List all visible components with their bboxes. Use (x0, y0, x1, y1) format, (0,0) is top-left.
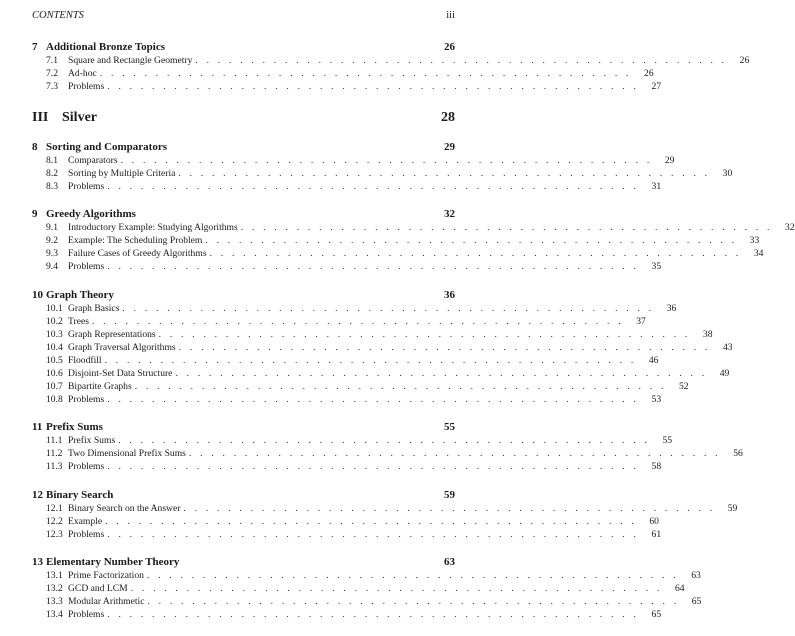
section-page-number: 26 (644, 68, 654, 79)
toc-entry[interactable] (32, 80, 662, 93)
section-page-number: 35 (651, 261, 662, 272)
header-section-title: CONTENTS (32, 10, 84, 21)
chapter-number: 7 (32, 41, 38, 53)
section-number: 12.1 (46, 502, 63, 514)
chapter-title: Greedy Algorithms (46, 208, 136, 220)
chapter-heading[interactable] (32, 420, 455, 434)
chapter-number: 9 (32, 208, 38, 220)
section-number: 10.8 (46, 393, 63, 405)
chapter-number: 12 (32, 488, 43, 501)
section-number: 7.2 (46, 68, 58, 79)
section-number: 10.3 (46, 328, 63, 340)
chapter-heading[interactable] (32, 207, 455, 221)
section-page-number: 60 (649, 515, 659, 527)
chapter-title: Prefix Sums (46, 421, 103, 433)
section-title: Failure Cases of Greedy Algorithms (68, 248, 207, 259)
section-page-number: 59 (727, 502, 738, 514)
chapter-heading[interactable] (32, 555, 455, 569)
section-number: 13.4 (46, 609, 63, 620)
toc-entry[interactable] (32, 221, 795, 234)
running-header (32, 10, 455, 24)
toc-entry[interactable] (32, 569, 701, 582)
toc-entry[interactable] (32, 608, 662, 621)
section-page-number: 26 (739, 55, 750, 66)
section-title: Example: The Scheduling Problem (68, 235, 203, 246)
section-page-number: 65 (691, 596, 702, 607)
chapter-heading[interactable] (32, 488, 455, 502)
chapter-page-number: 36 (444, 288, 455, 301)
dot-leader: . . . . . . . . . . . . . . . . . . . . . . . . . . . . . . . . . . . . . . . . . . . . . . . . (158, 328, 691, 340)
section-title: Bipartite Graphs (68, 380, 132, 392)
section-number: 11.3 (46, 461, 63, 472)
section-page-number: 49 (719, 367, 730, 379)
dot-leader: . . . . . . . . . . . . . . . . . . . . . . . . . . . . . . . . . . . . . . . . . . . . . . . . (107, 81, 640, 92)
toc-entry[interactable] (32, 582, 685, 595)
section-number: 9.4 (46, 261, 58, 272)
part-title: Silver (62, 109, 97, 125)
chapter-title: Sorting and Comparators (46, 140, 168, 153)
section-title: Prime Factorization (68, 570, 144, 581)
dot-leader: . . . . . . . . . . . . . . . . . . . . . . . . . . . . . . . . . . . . . . . . . . . . . . . . (178, 167, 711, 179)
dot-leader: . . . . . . . . . . . . . . . . . . . . . . . . . . . . . . . . . . . . . . . . . . . . . . . . (205, 235, 738, 246)
dot-leader: . . . . . . . . . . . . . . . . . . . . . . . . . . . . . . . . . . . . . . . . . . . . . . . . (209, 248, 742, 259)
toc-entry[interactable] (32, 67, 654, 80)
toc-entry[interactable] (32, 460, 662, 473)
section-page-number: 64 (674, 583, 685, 594)
section-title: Trees (68, 315, 89, 327)
section-page-number: 29 (664, 154, 675, 166)
section-number: 9.2 (46, 235, 58, 246)
section-page-number: 27 (651, 81, 662, 92)
dot-leader: . . . . . . . . . . . . . . . . . . . . . . . . . . . . . . . . . . . . . . . . . . . . . . . . (175, 367, 708, 379)
toc-entry[interactable] (32, 502, 738, 515)
section-number: 13.1 (46, 570, 63, 581)
toc-entry[interactable] (32, 367, 730, 380)
toc-entry[interactable] (32, 315, 646, 328)
section-title: Graph Representations (68, 328, 156, 340)
section-page-number: 56 (733, 448, 743, 459)
section-title: Binary Search on the Answer (68, 502, 181, 514)
section-title: Square and Rectangle Geometry (68, 55, 193, 66)
section-page-number: 34 (753, 248, 764, 259)
dot-leader: . . . . . . . . . . . . . . . . . . . . . . . . . . . . . . . . . . . . . . . . . . . . . . . . (104, 354, 637, 366)
chapter-title: Additional Bronze Topics (46, 41, 165, 53)
dot-leader: . . . . . . . . . . . . . . . . . . . . . . . . . . . . . . . . . . . . . . . . . . . . . . . . (178, 341, 711, 353)
chapter-page-number: 55 (444, 421, 455, 433)
section-page-number: 63 (691, 570, 701, 581)
dot-leader: . . . . . . . . . . . . . . . . . . . . . . . . . . . . . . . . . . . . . . . . . . . . . . . . (130, 583, 663, 594)
section-page-number: 43 (722, 341, 733, 353)
toc-entry[interactable] (32, 54, 750, 67)
table-of-contents (32, 40, 795, 636)
section-number: 10.7 (46, 380, 63, 392)
section-page-number: 30 (722, 167, 733, 179)
chapter-number: 10 (32, 288, 43, 301)
toc-entry[interactable] (32, 515, 659, 528)
toc-entry[interactable] (32, 447, 743, 460)
section-page-number: 53 (651, 393, 662, 405)
dot-leader: . . . . . . . . . . . . . . . . . . . . . . . . . . . . . . . . . . . . . . . . . . . . . . . . (107, 609, 640, 620)
chapter-title: Elementary Number Theory (46, 556, 180, 568)
toc-chapter (32, 555, 702, 621)
section-number: 10.1 (46, 302, 63, 314)
section-page-number: 52 (678, 380, 689, 392)
section-title: Introductory Example: Studying Algorithms (68, 222, 238, 233)
section-title: Problems (68, 528, 105, 540)
dot-leader: . . . . . . . . . . . . . . . . . . . . . . . . . . . . . . . . . . . . . . . . . . . . . . . . (107, 461, 640, 472)
dot-leader: . . . . . . . . . . . . . . . . . . . . . . . . . . . . . . . . . . . . . . . . . . . . . . . . (183, 502, 716, 514)
section-title: Ad-hoc (68, 68, 97, 79)
section-number: 9.3 (46, 248, 58, 259)
dot-leader: . . . . . . . . . . . . . . . . . . . . . . . . . . . . . . . . . . . . . . . . . . . . . . . . (188, 448, 721, 459)
toc-entry[interactable] (32, 434, 673, 447)
toc-entry[interactable] (32, 393, 662, 406)
chapter-heading[interactable] (32, 40, 455, 54)
section-number: 10.4 (46, 341, 63, 353)
section-title: Comparators (68, 154, 118, 166)
section-title: Floodfill (68, 354, 102, 366)
dot-leader: . . . . . . . . . . . . . . . . . . . . . . . . . . . . . . . . . . . . . . . . . . . . . . . . (240, 222, 773, 233)
section-number: 8.1 (46, 154, 58, 166)
toc-entry[interactable] (32, 328, 713, 341)
section-page-number: 31 (651, 180, 662, 192)
section-number: 10.5 (46, 354, 63, 366)
dot-leader: . . . . . . . . . . . . . . . . . . . . . . . . . . . . . . . . . . . . . . . . . . . . . . . . (91, 315, 624, 327)
section-title: Problems (68, 180, 105, 192)
section-title: Problems (68, 461, 105, 472)
toc-entry[interactable] (32, 595, 702, 608)
section-number: 11.2 (46, 448, 63, 459)
section-title: Prefix Sums (68, 435, 116, 446)
chapter-heading[interactable] (32, 288, 455, 302)
toc-entry[interactable] (32, 247, 764, 260)
section-number: 10.2 (46, 315, 63, 327)
dot-leader: . . . . . . . . . . . . . . . . . . . . . . . . . . . . . . . . . . . . . . . . . . . . . . . . (134, 380, 667, 392)
toc-entry[interactable] (32, 167, 733, 180)
section-number: 12.3 (46, 528, 63, 540)
section-number: 10.6 (46, 367, 63, 379)
section-title: Graph Basics (68, 302, 120, 314)
toc-entry[interactable] (32, 354, 659, 367)
dot-leader: . . . . . . . . . . . . . . . . . . . . . . . . . . . . . . . . . . . . . . . . . . . . . . . . (99, 68, 632, 79)
toc-chapter (32, 207, 795, 273)
chapter-page-number: 29 (444, 140, 455, 153)
dot-leader: . . . . . . . . . . . . . . . . . . . . . . . . . . . . . . . . . . . . . . . . . . . . . . . . (107, 528, 640, 540)
part-page-number: 28 (441, 109, 455, 125)
toc-entry[interactable] (32, 380, 689, 393)
chapter-page-number: 26 (444, 41, 455, 53)
section-page-number: 65 (651, 609, 662, 620)
section-title: Sorting by Multiple Criteria (68, 167, 176, 179)
section-number: 8.3 (46, 180, 58, 192)
section-title: Disjoint-Set Data Structure (68, 367, 173, 379)
chapter-number: 8 (32, 140, 38, 153)
section-number: 7.3 (46, 81, 58, 92)
section-page-number: 46 (648, 354, 659, 366)
section-number: 13.3 (46, 596, 63, 607)
section-number: 9.1 (46, 222, 58, 233)
dot-leader: . . . . . . . . . . . . . . . . . . . . . . . . . . . . . . . . . . . . . . . . . . . . . . . . (195, 55, 728, 66)
section-title: Graph Traversal Algorithms (68, 341, 176, 353)
section-number: 8.2 (46, 167, 58, 179)
section-page-number: 38 (702, 328, 713, 340)
dot-leader: . . . . . . . . . . . . . . . . . . . . . . . . . . . . . . . . . . . . . . . . . . . . . . . . (146, 570, 679, 581)
header-page-number: iii (446, 10, 455, 21)
section-title: Two Dimensional Prefix Sums (68, 448, 186, 459)
toc-entry[interactable] (32, 180, 662, 193)
section-page-number: 32 (785, 222, 795, 233)
section-title: Problems (68, 261, 105, 272)
chapter-page-number: 32 (444, 208, 455, 220)
section-number: 12.2 (46, 515, 63, 527)
toc-entry[interactable] (32, 341, 733, 354)
section-number: 13.2 (46, 583, 63, 594)
section-page-number: 37 (636, 315, 646, 327)
chapter-page-number: 63 (444, 556, 455, 568)
section-title: Problems (68, 609, 105, 620)
section-page-number: 61 (651, 528, 662, 540)
dot-leader: . . . . . . . . . . . . . . . . . . . . . . . . . . . . . . . . . . . . . . . . . . . . . . . . (118, 435, 651, 446)
section-title: Modular Arithmetic (68, 596, 145, 607)
section-page-number: 36 (666, 302, 677, 314)
toc-entry[interactable] (32, 260, 662, 273)
section-title: Problems (68, 81, 105, 92)
toc-part-heading[interactable] (32, 108, 455, 128)
toc-entry[interactable] (32, 302, 677, 315)
chapter-number: 13 (32, 556, 43, 568)
section-title: Problems (68, 393, 105, 405)
dot-leader: . . . . . . . . . . . . . . . . . . . . . . . . . . . . . . . . . . . . . . . . . . . . . . . . (147, 596, 680, 607)
section-title: GCD and LCM (68, 583, 128, 594)
dot-leader: . . . . . . . . . . . . . . . . . . . . . . . . . . . . . . . . . . . . . . . . . . . . . . . . (120, 154, 653, 166)
section-number: 11.1 (46, 435, 63, 446)
section-page-number: 33 (749, 235, 760, 246)
dot-leader: . . . . . . . . . . . . . . . . . . . . . . . . . . . . . . . . . . . . . . . . . . . . . . . . (107, 393, 640, 405)
dot-leader: . . . . . . . . . . . . . . . . . . . . . . . . . . . . . . . . . . . . . . . . . . . . . . . . (107, 180, 640, 192)
toc-chapter (32, 288, 733, 406)
section-page-number: 55 (662, 435, 673, 446)
section-number: 7.1 (46, 55, 58, 66)
toc-chapter (32, 420, 743, 473)
chapter-number: 11 (32, 421, 43, 433)
chapter-title: Graph Theory (46, 288, 114, 301)
toc-chapter (32, 488, 738, 541)
toc-chapter (32, 140, 733, 193)
chapter-page-number: 59 (444, 488, 455, 501)
toc-entry[interactable] (32, 528, 662, 541)
toc-entry[interactable] (32, 234, 760, 247)
section-page-number: 58 (651, 461, 662, 472)
dot-leader: . . . . . . . . . . . . . . . . . . . . . . . . . . . . . . . . . . . . . . . . . . . . . . . . (107, 261, 640, 272)
part-number: III (32, 109, 49, 125)
dot-leader: . . . . . . . . . . . . . . . . . . . . . . . . . . . . . . . . . . . . . . . . . . . . . . . . (122, 302, 655, 314)
section-title: Example (68, 515, 103, 527)
chapter-heading[interactable] (32, 140, 455, 154)
toc-chapter (32, 40, 750, 93)
dot-leader: . . . . . . . . . . . . . . . . . . . . . . . . . . . . . . . . . . . . . . . . . . . . . . . . (105, 515, 637, 527)
chapter-title: Binary Search (46, 488, 114, 501)
toc-entry[interactable] (32, 154, 675, 167)
